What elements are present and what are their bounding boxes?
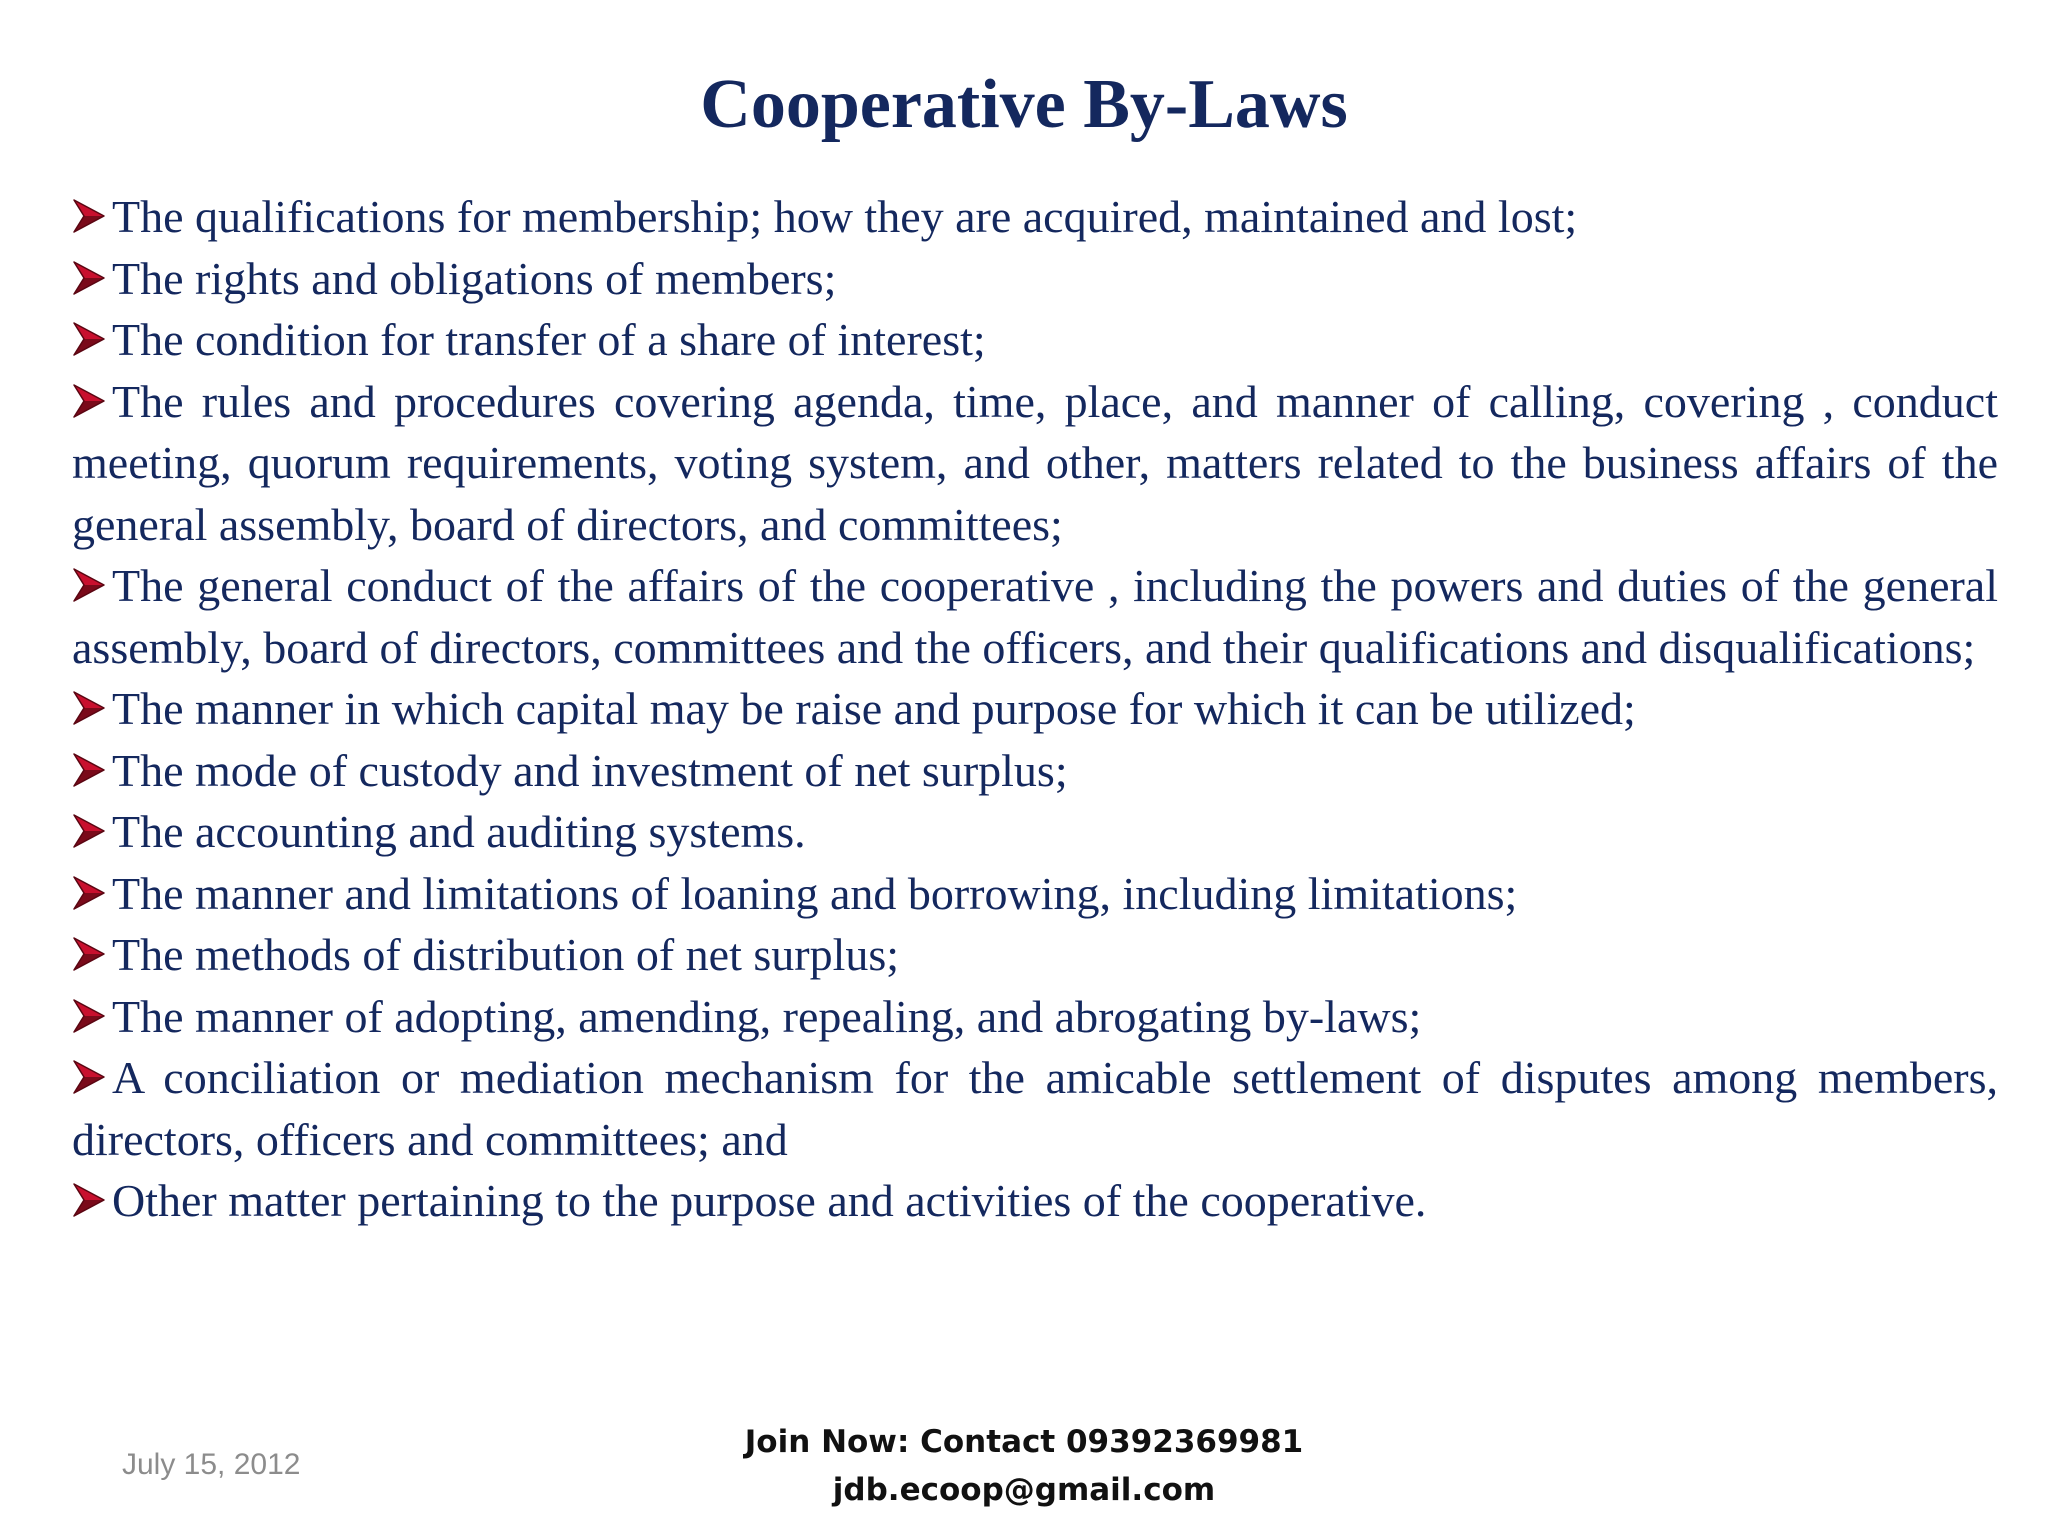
- arrowhead-bullet-icon: [72, 934, 106, 974]
- list-item-text: The rights and obligations of members;: [112, 252, 837, 304]
- bylaws-list: [72, 186, 1998, 1232]
- list-item: [72, 1170, 1998, 1232]
- list-item: [72, 248, 1998, 310]
- arrowhead-bullet-icon: [72, 750, 106, 790]
- arrowhead-bullet-icon: [72, 996, 106, 1036]
- list-item: [72, 924, 1998, 986]
- contact-email: jdb.ecoop@gmail.com: [832, 1472, 1216, 1508]
- arrowhead-bullet-icon: [72, 1180, 106, 1220]
- list-item: [72, 678, 1998, 740]
- list-item-text: The general conduct of the affairs of the cooperative , including the powers and duties of the general assembly, board of directors, committees and the officers, and their qualifications and disqualifications;: [72, 560, 1998, 673]
- list-item-text: A conciliation or mediation mechanism for the amicable settlement of disputes among members, directors, officers and committees; and: [72, 1052, 1998, 1165]
- arrowhead-bullet-icon: [72, 319, 106, 359]
- list-item-text: The accounting and auditing systems.: [112, 806, 806, 857]
- list-item-text: The manner and limitations of loaning and borrowing, including limitations;: [112, 867, 1518, 919]
- list-item: [72, 740, 1998, 802]
- list-item-text: The manner of adopting, amending, repealing, and abrogating by-laws;: [112, 990, 1422, 1042]
- arrowhead-bullet-icon: [72, 811, 106, 851]
- list-item-text: The rules and procedures covering agenda, time, place, and manner of calling, covering , conduct meeting, quorum requirements, voting system, and other, matters related to the business affairs of the general assembly, board of directors, and committees;: [72, 375, 1998, 550]
- list-item-text: The methods of distribution of net surplus;: [112, 929, 900, 980]
- arrowhead-bullet-icon: [72, 688, 106, 728]
- arrowhead-bullet-icon: [72, 565, 106, 605]
- arrowhead-bullet-icon: [72, 258, 106, 298]
- list-item: [72, 986, 1998, 1048]
- arrowhead-bullet-icon: [72, 381, 106, 421]
- list-item: [72, 1047, 1998, 1170]
- list-item-text: The qualifications for membership; how they are acquired, maintained and lost;: [112, 191, 1578, 242]
- list-item: [72, 801, 1998, 863]
- list-item: [72, 371, 1998, 556]
- footer-contact: [0, 1418, 2048, 1514]
- arrowhead-bullet-icon: [72, 1057, 106, 1097]
- contact-phone: Join Now: Contact 09392369981: [744, 1424, 1304, 1460]
- footer-date: July 15, 2012: [122, 1448, 301, 1481]
- page-title: Cooperative By-Laws: [700, 66, 1348, 143]
- list-item: [72, 863, 1998, 925]
- list-item: [72, 309, 1998, 371]
- list-item: [72, 186, 1998, 248]
- arrowhead-bullet-icon: [72, 873, 106, 913]
- list-item: [72, 555, 1998, 678]
- list-item-text: The condition for transfer of a share of interest;: [112, 314, 986, 365]
- list-item-text: The manner in which capital may be raise and purpose for which it can be utilized;: [112, 683, 1636, 734]
- list-item-text: Other matter pertaining to the purpose and activities of the cooperative.: [112, 1175, 1427, 1226]
- list-item-text: The mode of custody and investment of net surplus;: [112, 744, 1068, 796]
- arrowhead-bullet-icon: [72, 196, 106, 236]
